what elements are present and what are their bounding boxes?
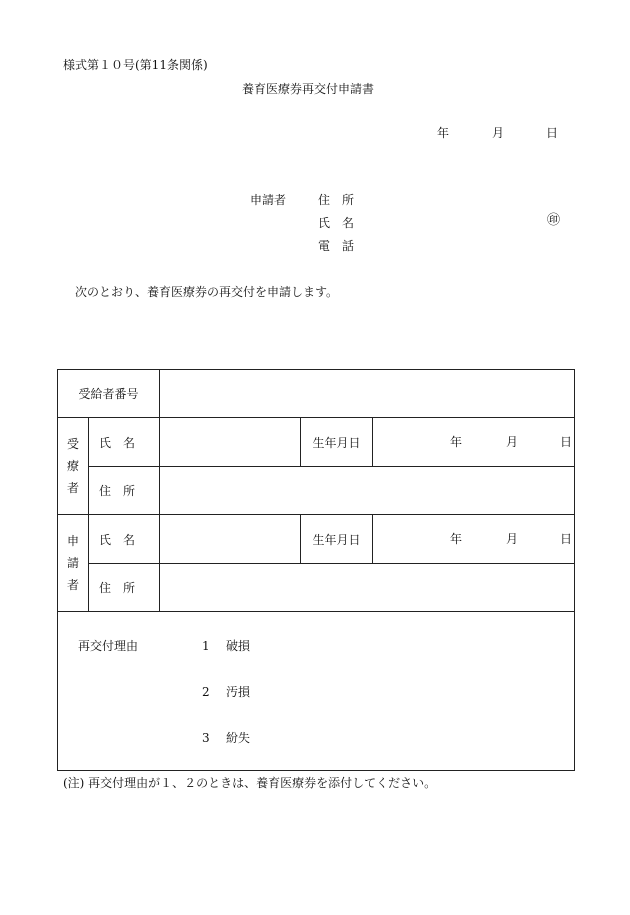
seal-mark: ㊞ bbox=[547, 213, 561, 228]
applicant-name-label: 氏 名 bbox=[318, 216, 355, 230]
recipient-number-field[interactable] bbox=[160, 370, 575, 418]
date-month: 月 bbox=[492, 126, 505, 140]
patient-birthdate-field[interactable] bbox=[373, 418, 575, 467]
applicant-name-row bbox=[58, 515, 575, 564]
applicant-table-address-field[interactable] bbox=[160, 564, 575, 612]
patient-address-field[interactable] bbox=[160, 467, 575, 515]
patient-name-field[interactable] bbox=[160, 418, 301, 467]
applicant-birth-month: 月 bbox=[506, 532, 519, 546]
patient-birth-month: 月 bbox=[506, 435, 519, 449]
patient-address-label: 住 所 bbox=[89, 467, 160, 515]
patient-birth-year: 年 bbox=[450, 435, 463, 449]
reason-1-text[interactable]: 破損 bbox=[226, 639, 251, 653]
form-number: 様式第１０号(第11条関係) bbox=[63, 58, 208, 72]
footnote: (注) 再交付理由が１、２のときは、養育医療券を添付してください。 bbox=[63, 776, 437, 790]
patient-name-label: 氏 名 bbox=[89, 418, 160, 467]
reason-1-number: 1 bbox=[202, 639, 210, 653]
reason-3-text[interactable]: 紛失 bbox=[226, 731, 251, 745]
patient-address-row bbox=[58, 467, 575, 515]
applicant-table-name-field[interactable] bbox=[160, 515, 301, 564]
recipient-number-row bbox=[58, 370, 575, 418]
date-day: 日 bbox=[546, 126, 559, 140]
reason-2-text[interactable]: 汚損 bbox=[226, 685, 251, 699]
reason-row bbox=[58, 612, 575, 771]
applicant-birth-year: 年 bbox=[450, 532, 463, 546]
applicant-address-label: 住 所 bbox=[318, 193, 355, 207]
applicant-table-address-label: 住 所 bbox=[89, 564, 160, 612]
reason-cell bbox=[58, 612, 575, 771]
applicant-phone-label: 電 話 bbox=[318, 239, 355, 253]
application-table bbox=[57, 369, 575, 771]
applicant-address-row bbox=[58, 564, 575, 612]
recipient-number-label: 受給者番号 bbox=[58, 370, 160, 418]
patient-birth-day: 日 bbox=[560, 435, 573, 449]
patient-group-label: 受 療 者 bbox=[58, 418, 89, 515]
patient-name-row bbox=[58, 418, 575, 467]
applicant-label: 申請者 bbox=[250, 193, 287, 207]
applicant-group-label: 申 請 者 bbox=[58, 515, 89, 612]
form-title: 養育医療券再交付申請書 bbox=[242, 82, 375, 96]
reason-2-number: 2 bbox=[202, 685, 210, 699]
applicant-birthdate-label: 生年月日 bbox=[301, 515, 373, 564]
patient-birthdate-label: 生年月日 bbox=[301, 418, 373, 467]
applicant-birth-day: 日 bbox=[560, 532, 573, 546]
statement-text: 次のとおり、養育医療券の再交付を申請します。 bbox=[75, 285, 339, 299]
reason-3-number: 3 bbox=[202, 731, 210, 745]
date-year: 年 bbox=[437, 126, 450, 140]
applicant-birthdate-field[interactable] bbox=[373, 515, 575, 564]
applicant-table-name-label: 氏 名 bbox=[89, 515, 160, 564]
reason-label: 再交付理由 bbox=[78, 639, 139, 653]
